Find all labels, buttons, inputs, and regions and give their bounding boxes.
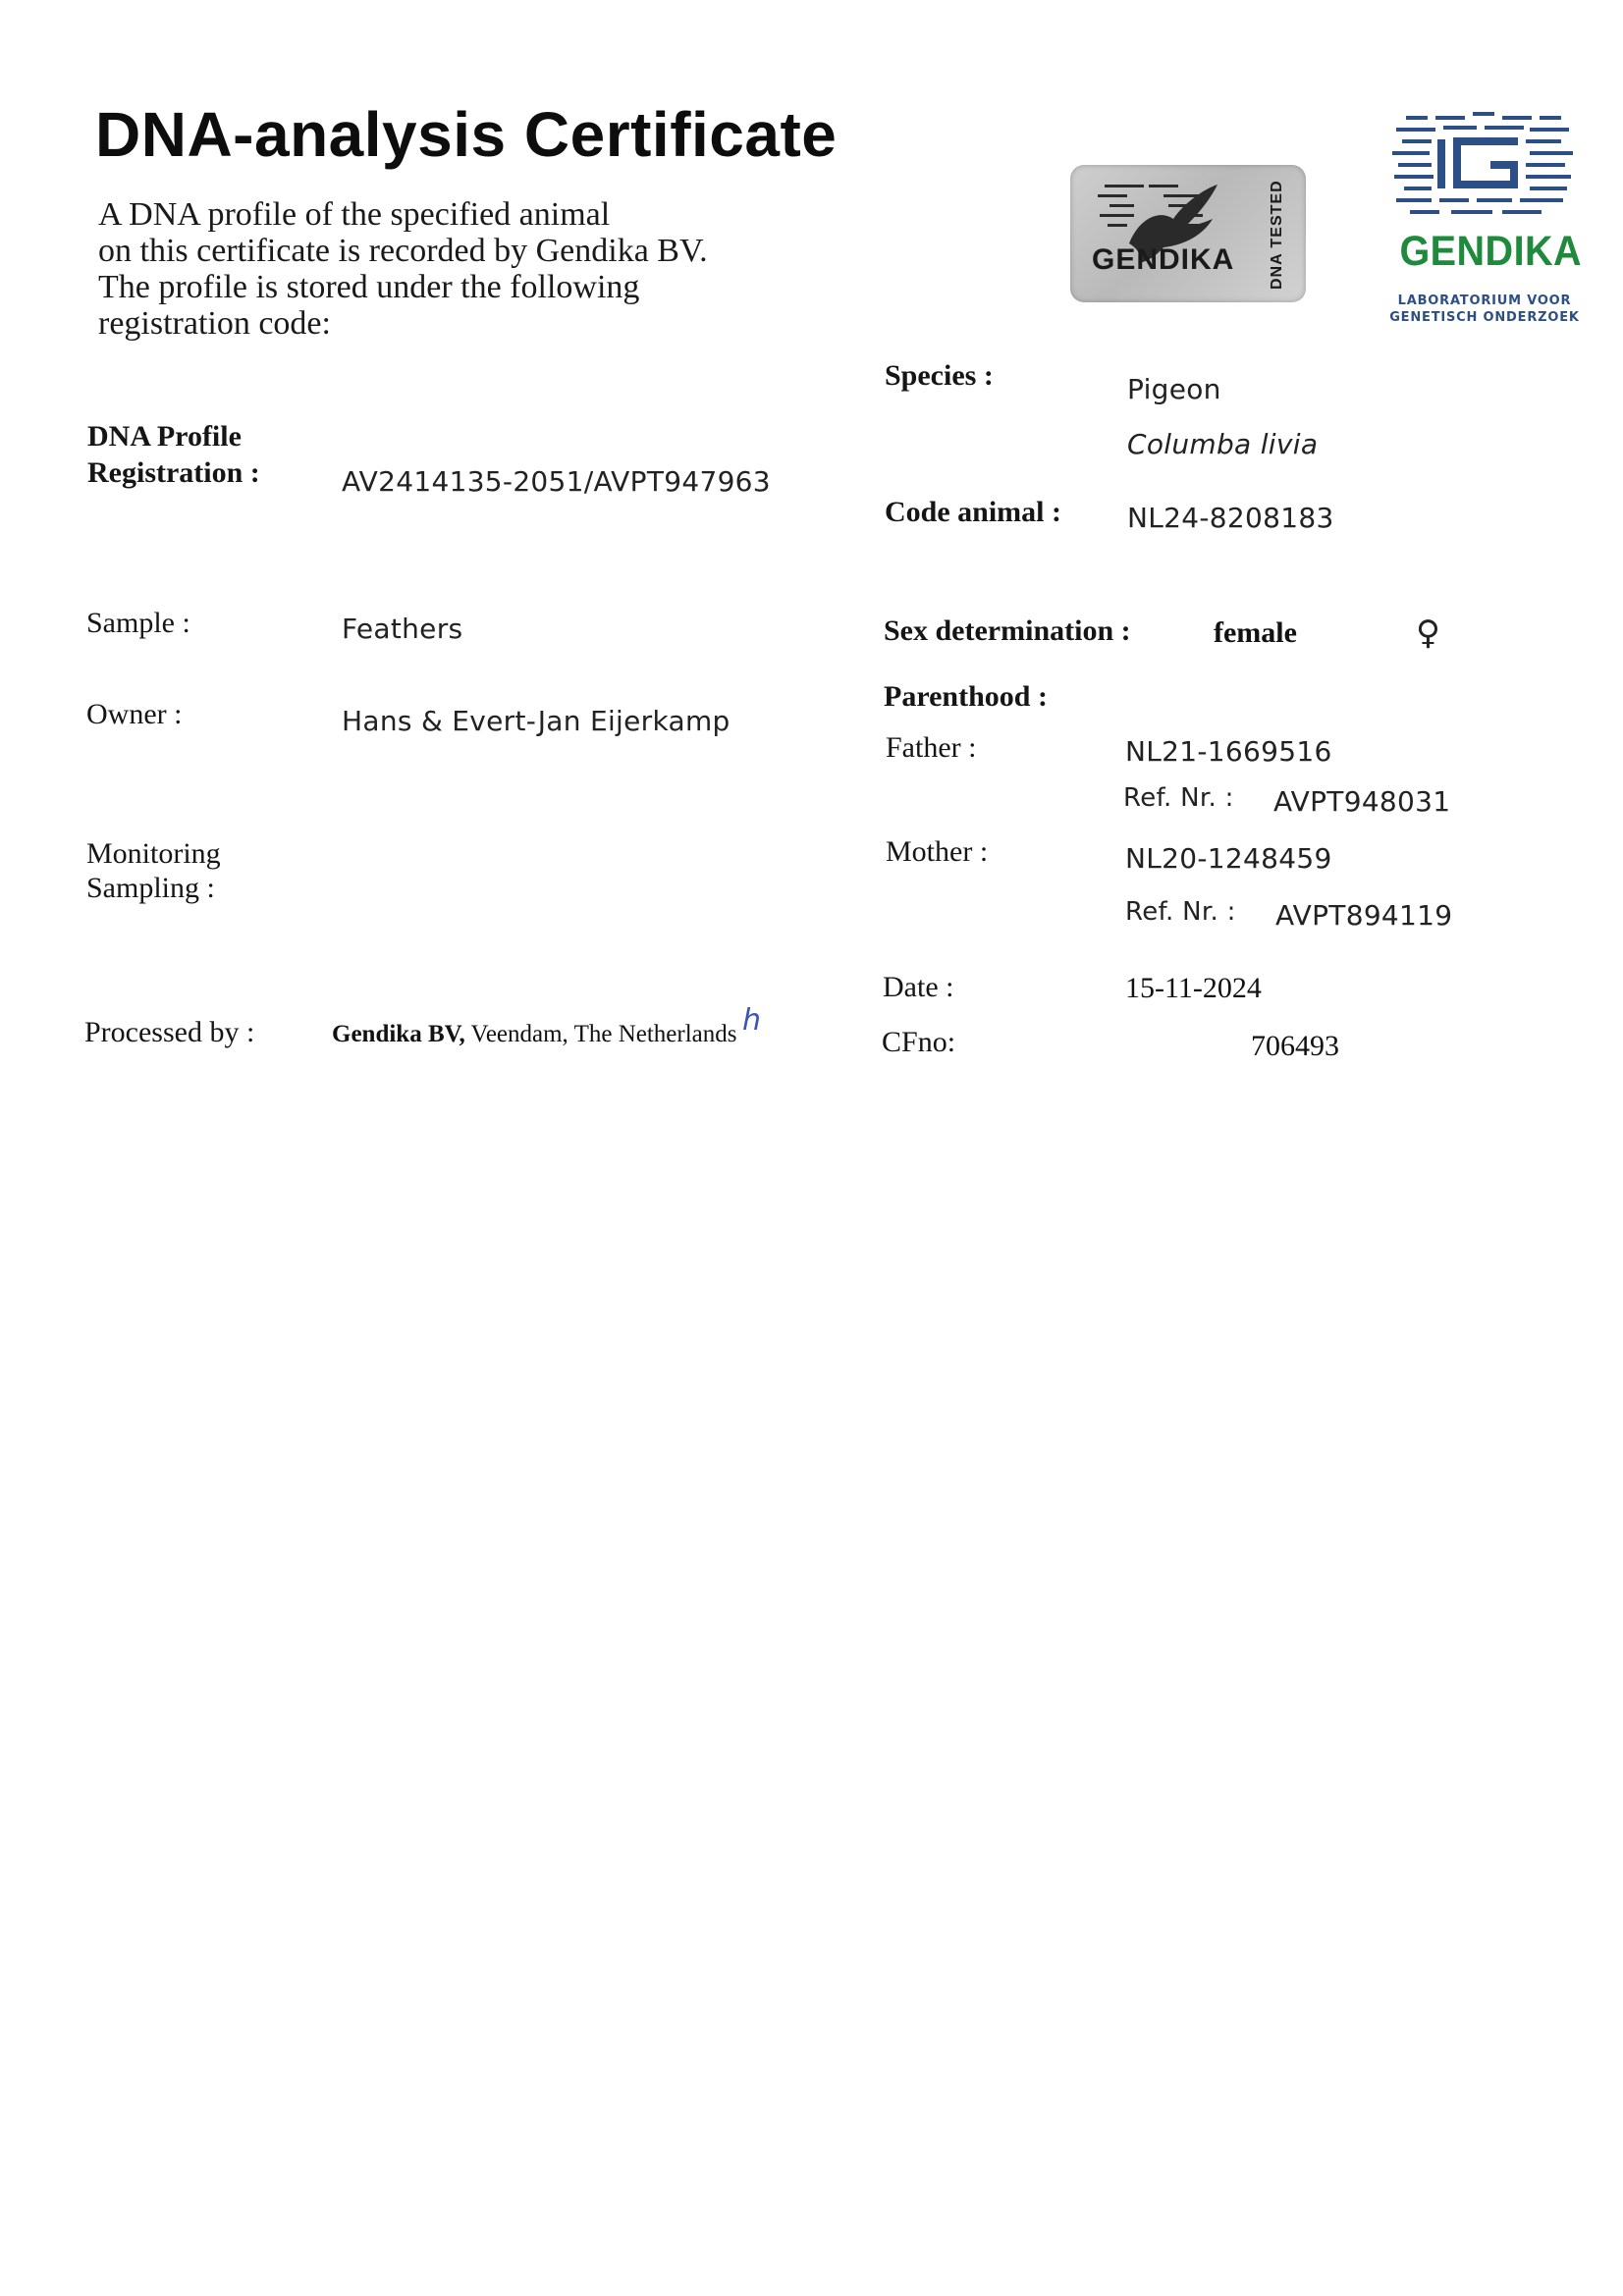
code-animal-value: NL24-8208183 <box>1127 502 1334 534</box>
mother-ref-value: AVPT894119 <box>1275 899 1453 932</box>
intro-text <box>98 196 708 342</box>
father-value: NL21-1669516 <box>1125 735 1332 768</box>
female-symbol-icon: ♀ <box>1416 614 1440 653</box>
sample-value: Feathers <box>342 613 463 645</box>
parenthood-label: Parenthood : <box>884 680 1048 713</box>
species-common: Pigeon <box>1127 373 1221 405</box>
sex-value: female <box>1214 616 1297 649</box>
processed-place: Veendam, The Netherlands <box>470 1021 737 1047</box>
logo-subtitle-line: GENETISCH ONDERZOEK <box>1389 310 1580 325</box>
sticker-dna-tested: DNA TESTED <box>1269 180 1285 290</box>
intro-line: A DNA profile of the specified animal <box>98 196 611 233</box>
logo-subtitle-line: LABORATORIUM VOOR <box>1397 294 1572 308</box>
page-title: DNA-analysis Certificate <box>95 99 838 170</box>
cfno-value: 706493 <box>1251 1030 1339 1062</box>
gendika-logo-subtitle <box>1386 293 1583 326</box>
mother-label: Mother : <box>886 835 989 868</box>
sampling-label: Sampling : <box>86 872 215 904</box>
mother-ref-label: Ref. Nr. : <box>1125 897 1236 927</box>
gendika-logo-icon <box>1392 110 1575 225</box>
dna-profile-label: DNA Profile <box>87 420 242 453</box>
processed-by-label: Processed by : <box>84 1016 255 1048</box>
monitoring-label: Monitoring <box>86 837 221 870</box>
father-ref-value: AVPT948031 <box>1273 785 1451 818</box>
sticker-brand: GENDIKA <box>1092 243 1235 276</box>
intro-line: registration code: <box>98 305 331 342</box>
species-label: Species : <box>885 359 994 392</box>
sample-label: Sample : <box>86 607 190 639</box>
sex-determination-label: Sex determination : <box>884 614 1131 647</box>
father-label: Father : <box>886 731 977 764</box>
intro-line: The profile is stored under the following <box>98 269 640 305</box>
date-label: Date : <box>883 971 954 1003</box>
cfno-label: CFno: <box>882 1026 956 1058</box>
owner-value: Hans & Evert-Jan Eijerkamp <box>342 705 730 737</box>
processed-by-value <box>332 1021 737 1048</box>
father-ref-label: Ref. Nr. : <box>1123 783 1234 813</box>
dna-tested-sticker <box>1070 165 1306 302</box>
intro-line: on this certificate is recorded by Gendika BV. <box>98 233 708 269</box>
registration-code: AV2414135-2051/AVPT947963 <box>342 465 771 498</box>
dove-icon <box>1070 165 1267 302</box>
processed-company: Gendika BV, <box>332 1021 465 1047</box>
mother-value: NL20-1248459 <box>1125 842 1332 875</box>
code-animal-label: Code animal : <box>885 496 1061 528</box>
species-latin: Columba livia <box>1127 428 1319 460</box>
handwritten-initial: h <box>742 1003 762 1038</box>
date-value: 15-11-2024 <box>1125 972 1262 1004</box>
gendika-logo-name: GENDIKA <box>1399 228 1583 275</box>
registration-label: Registration : <box>87 456 260 489</box>
owner-label: Owner : <box>86 698 183 730</box>
